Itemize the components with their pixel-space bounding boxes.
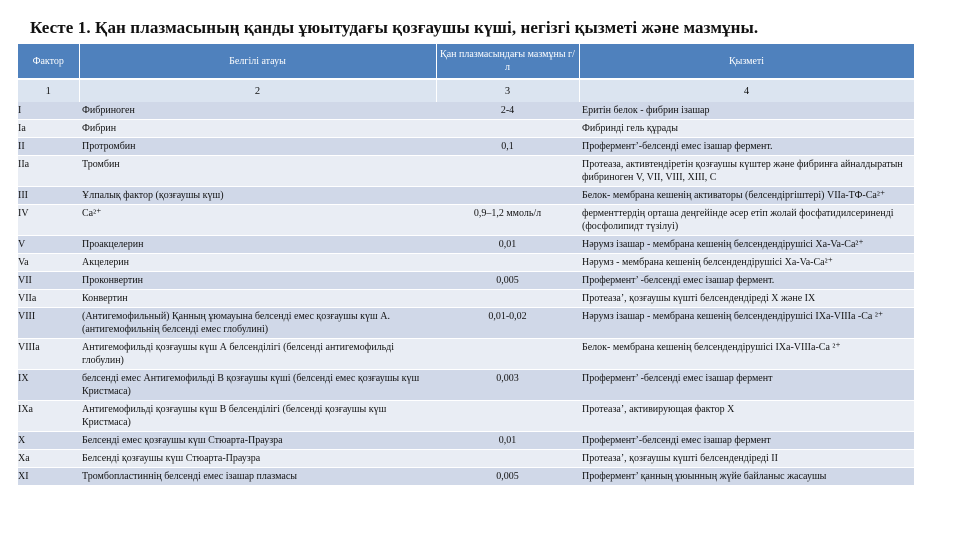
header-factor: Фактор [18,44,79,79]
name-cell: Фибрин [79,120,436,138]
function-cell: Протеаза, активтендіретін қозғаушы күштер және фибринға айналдыратын фибриноген V, VII, VIII, XIII, C [579,156,914,187]
table-row [18,156,914,187]
column-number: 1 [18,79,79,102]
column-number-row [18,79,914,102]
factor-cell: IX [18,370,79,401]
content-cell: 0,005 [436,468,579,486]
header-content: Қан плазмасындағы мазмұны г/л [436,44,579,79]
table-row [18,138,914,156]
function-cell: Профермент’ қанның ұюынның жүйе байланыс жасаушы [579,468,914,486]
table-row [18,205,914,236]
name-cell: Белсенді қозғаушы күш Стюарта-Праузра [79,450,436,468]
factor-cell: VIII [18,308,79,339]
factor-cell: V [18,236,79,254]
function-cell: Еритін белок - фибрин ізашар [579,102,914,120]
content-cell [436,187,579,205]
name-cell: Антигемофильді қозғаушы күш В белсенділігі (белсенді қозғаушы күш Кристмаса) [79,401,436,432]
factor-cell: Ia [18,120,79,138]
name-cell: (Антигемофильный) Қанның ұюмауына белсенді емес қозғаушы күш А. (антигемофильнің белсенді емес глобулині) [79,308,436,339]
table-body [18,102,914,486]
table-row [18,236,914,254]
name-cell: Антигемофильді қозғаушы күш А белсенділігі (белсенді антигемофильді глобулин) [79,339,436,370]
name-cell: Проакцелерин [79,236,436,254]
table-row [18,187,914,205]
function-cell: Протеаза’, қозғаушы күшті белсендендіреді X және IX [579,290,914,308]
function-cell: Протеаза’, активирующая фактор X [579,401,914,432]
factor-cell: III [18,187,79,205]
factor-cell: Va [18,254,79,272]
function-cell: Белок- мембрана кешенің белсендендірушісі IXa-VIIIa-Ca ²⁺ [579,339,914,370]
factor-cell: IV [18,205,79,236]
factor-cell: VIIa [18,290,79,308]
function-cell: Профермент’ -белсенді емес ізашар фермент. [579,272,914,290]
table-row [18,254,914,272]
function-cell: Нәрумз - мембрана кешенің белсендендірушісі Xa-Va-Ca²⁺ [579,254,914,272]
name-cell: Тромбин [79,156,436,187]
table-row [18,401,914,432]
content-cell: 0,9–1,2 ммоль/л [436,205,579,236]
table-title: Кесте 1. Қан плазмасының қанды ұюытудағы қозғаушы күші, негізгі қызметі және мазмұны. [30,18,759,37]
content-cell [436,120,579,138]
function-cell: Белок- мембрана кешенің активаторы (белсендіргіштері) VIIa-ТФ-Са²⁺ [579,187,914,205]
content-cell: 0,01 [436,432,579,450]
column-number: 3 [436,79,579,102]
function-cell: Профермент’-белсенді емес ізашар фермент [579,432,914,450]
name-cell: Акцелерин [79,254,436,272]
content-cell: 0,01-0,02 [436,308,579,339]
content-cell: 0,1 [436,138,579,156]
header-row [18,44,914,79]
content-cell [436,156,579,187]
factor-cell: VIIIa [18,339,79,370]
name-cell: Фибриноген [79,102,436,120]
table-row [18,102,914,120]
name-cell: Протромбин [79,138,436,156]
function-cell: Фибринді гель құрады [579,120,914,138]
table-row [18,120,914,138]
name-cell: Тромбопластиннің белсенді емес ізашар плазмасы [79,468,436,486]
name-cell: Са²⁺ [79,205,436,236]
column-number: 2 [79,79,436,102]
table-row [18,468,914,486]
table-row [18,339,914,370]
content-cell: 0,005 [436,272,579,290]
content-cell [436,339,579,370]
content-cell: 2-4 [436,102,579,120]
table-row [18,272,914,290]
name-cell: Конвертин [79,290,436,308]
content-cell [436,290,579,308]
function-cell: Профермент’ -белсенді емес ізашар фермент [579,370,914,401]
factor-cell: II [18,138,79,156]
content-cell [436,401,579,432]
name-cell: Ұлпалық фактор (қозғаушы күш) [79,187,436,205]
header-name: Белгілі атауы [79,44,436,79]
content-cell [436,450,579,468]
content-cell: 0,003 [436,370,579,401]
function-cell: Нәрумз ізашар - мембрана кешенің белсендендірушісі IXa-VIIIa -Ca ²⁺ [579,308,914,339]
factor-cell: XI [18,468,79,486]
name-cell: Белсенді емес қозғаушы күш Стюарта-Праузра [79,432,436,450]
table-row [18,290,914,308]
function-cell: Профермент’-белсенді емес ізашар фермент. [579,138,914,156]
content-cell: 0,01 [436,236,579,254]
coagulation-factors-table [18,44,915,486]
factor-cell: I [18,102,79,120]
function-cell: Протеаза’, қозғаушы күшті белсендендіреді II [579,450,914,468]
function-cell: ферменттердің орташа деңгейінде әсер етіп жолай фосфатидилсериненді (фосфолипидт түзілуі) [579,205,914,236]
factor-cell: X [18,432,79,450]
factor-cell: VII [18,272,79,290]
content-cell [436,254,579,272]
table-row [18,432,914,450]
column-number: 4 [579,79,914,102]
table-row [18,370,914,401]
table-row [18,308,914,339]
factor-cell: IIa [18,156,79,187]
factor-cell: IXa [18,401,79,432]
header-function: Қызметі [579,44,914,79]
name-cell: белсенді емес Антигемофильді В қозғаушы күші (белсенді емес қозғаушы күш Кристмаса) [79,370,436,401]
table-row [18,450,914,468]
function-cell: Нәрумз ізашар - мембрана кешенің белсендендірушісі Xa-Va-Са²⁺ [579,236,914,254]
name-cell: Проконвертин [79,272,436,290]
factor-cell: Xa [18,450,79,468]
